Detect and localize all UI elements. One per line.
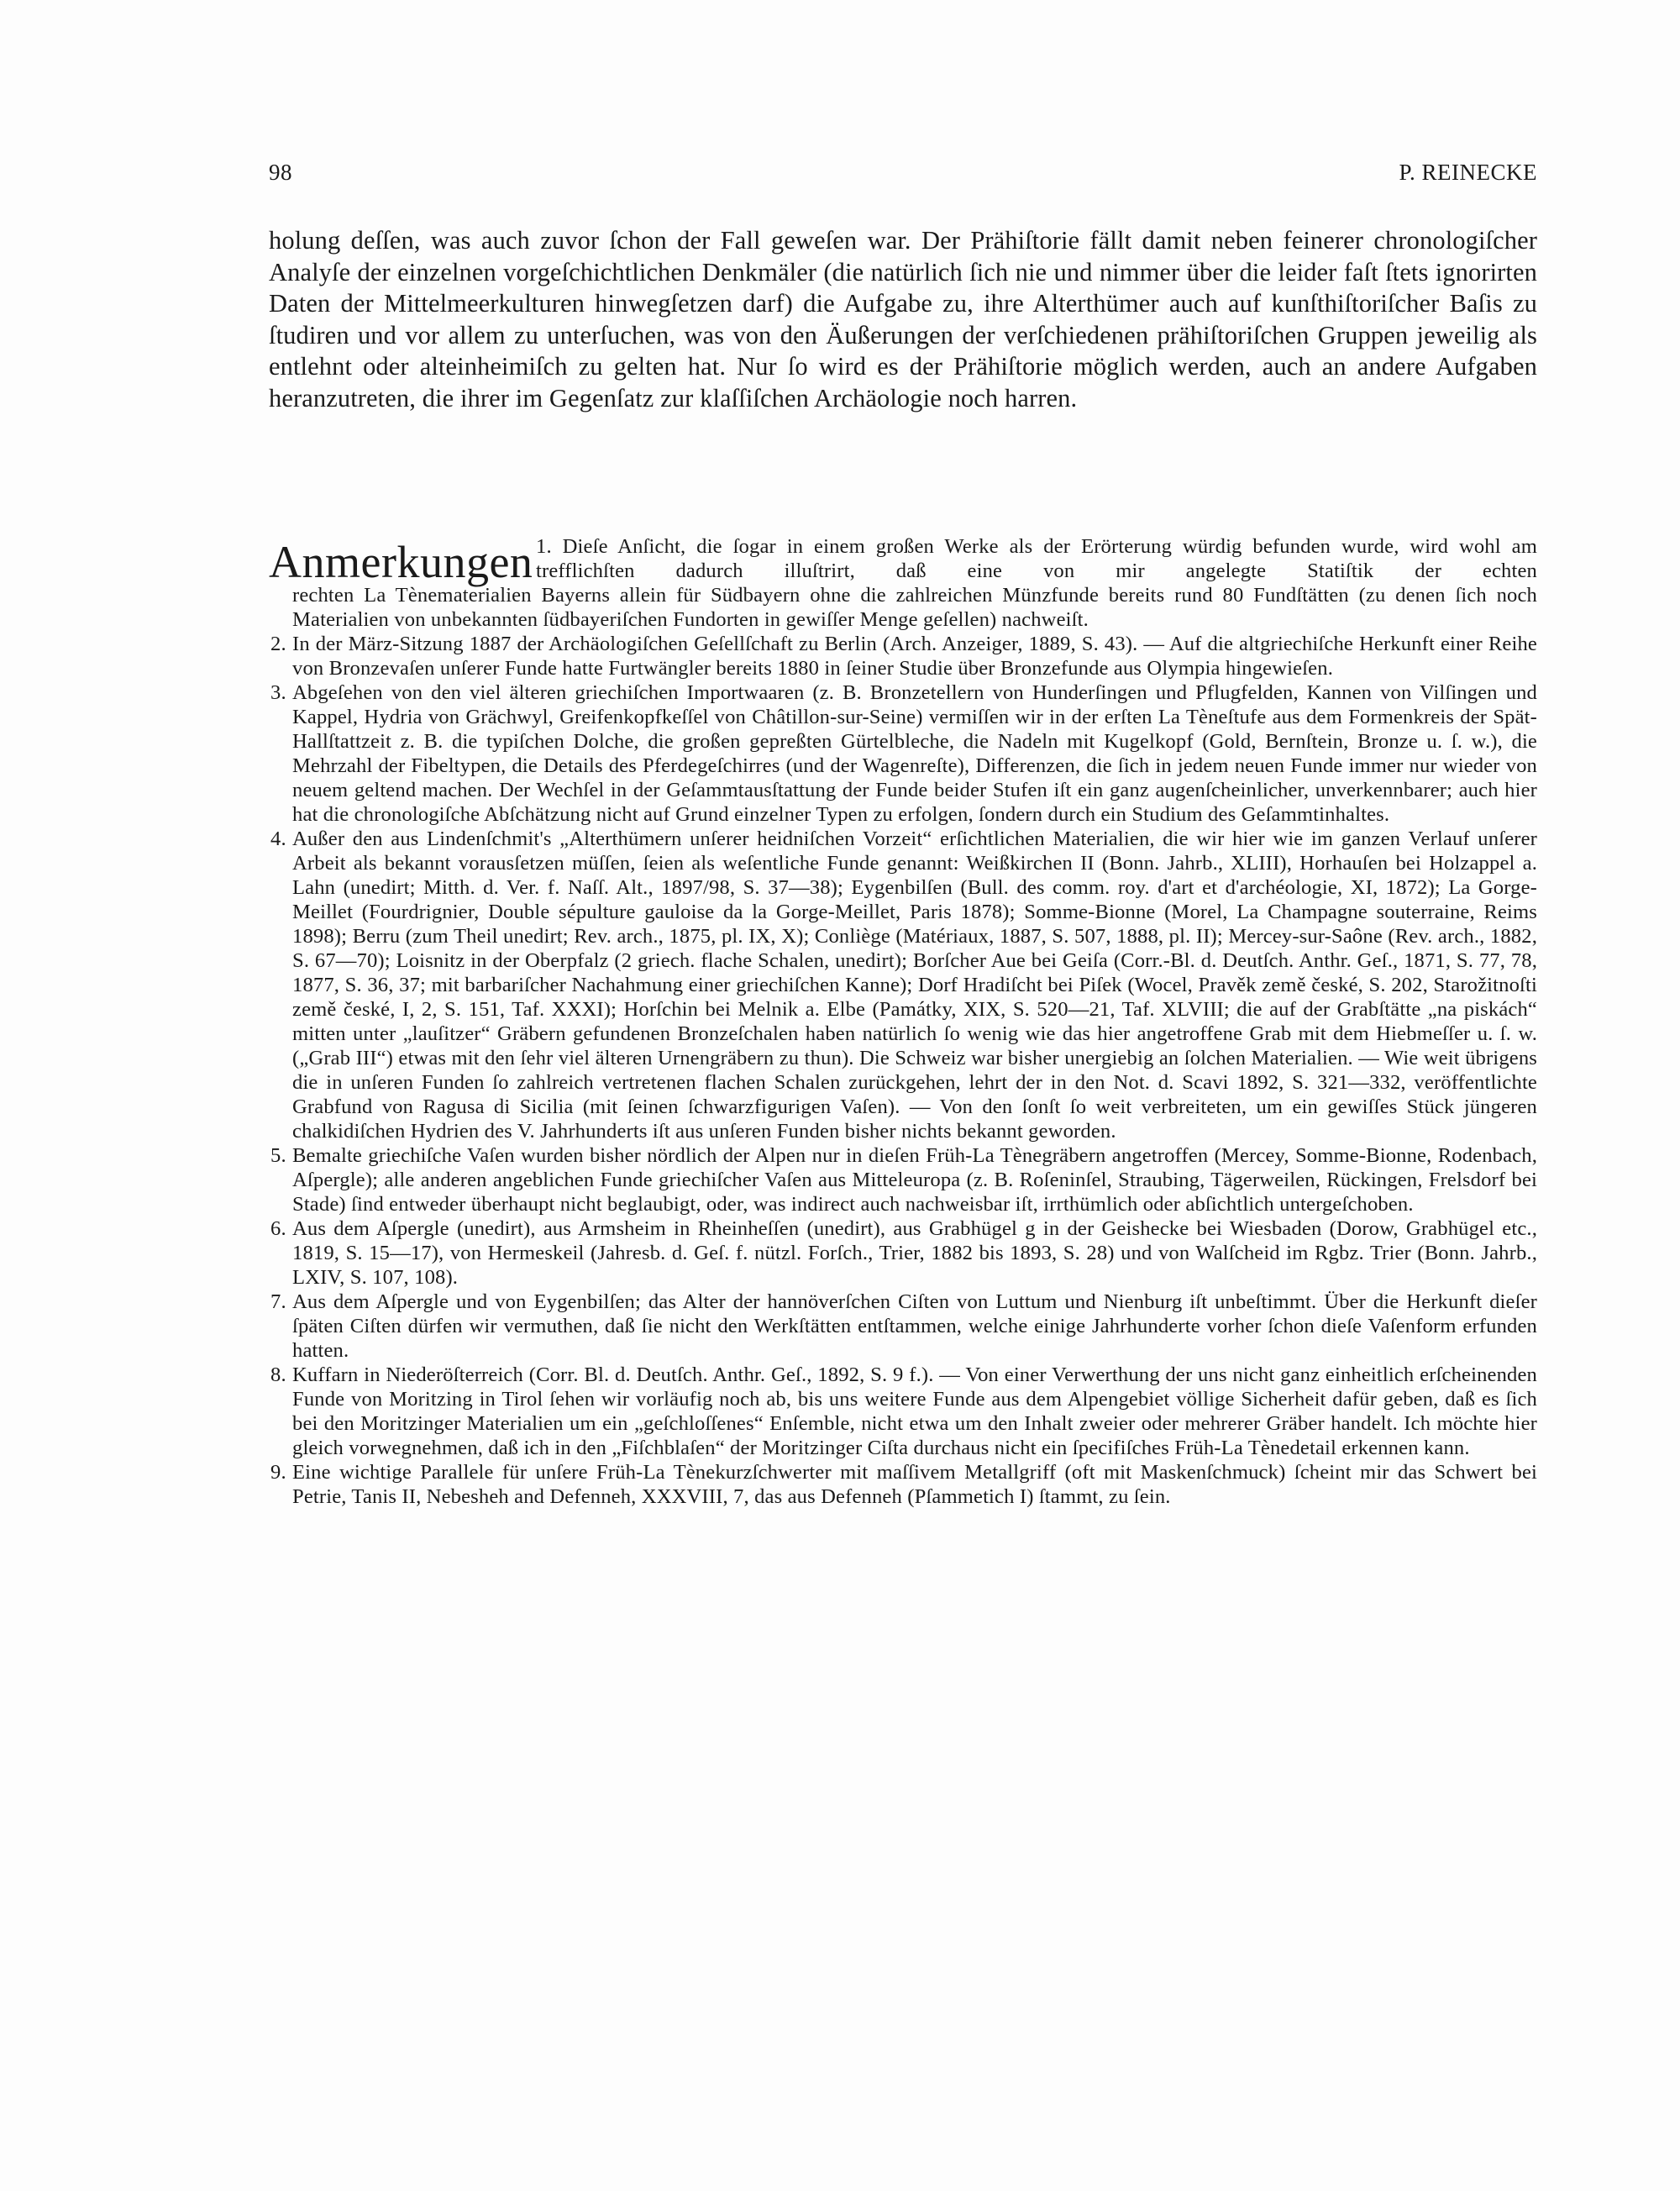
footnote-number: 8. (270, 1363, 286, 1386)
body-paragraph: holung deſſen, was auch zuvor ſchon der Fall geweſen war. Der Prähiſtorie fällt damit neben feinerer chronologiſcher Analyſe der einzelnen vorgeſchichtlichen Denkmäler (die natürlich ſich nie und nimmer über die leider faſt ſtets ignorirten Daten der Mittelmeerkulturen hinwegſetzen darf) die Aufgabe zu, ihre Alterthümer auch auf kunſthiſtoriſcher Baſis zu ſtudiren und vor allem zu unterſuchen, was von den Äußerungen der verſchiedenen prähiſtoriſchen Gruppen jeweilig als entlehnt oder alteinheimiſch zu gelten hat. Nur ſo wird es der Prähiſtorie möglich werden, auch an andere Aufgaben heranzutreten, die ihrer im Gegenſatz zur klaſſiſchen Archäologie noch harren. (269, 226, 1537, 412)
footnote-7 (269, 1290, 1537, 1363)
footnote-text: Aus dem Aſpergle (unedirt), aus Armsheim in Rheinheſſen (unedirt), aus Grabhügel g in der Geishecke bei Wiesbaden (Dorow, Grabhügel etc., 1819, S. 15—17), von Hermeskeil (Jahresb. d. Geſ. f. nützl. Forſch., Trier, 1882 bis 1893, S. 28) und von Walſcheid im Rgbz. Trier (Bonn. Jahrb., LXIV, S. 107, 108). (292, 1217, 1537, 1289)
footnote-text-first: Dieſe Anſicht, die ſogar in einem großen Werke als der Erörterung würdig befunden wurde, wird wohl am trefflichſten dadurch illuſtrirt, daß eine von mir angelegte Statiſtik der echten (536, 535, 1537, 582)
footnote-text: Bemalte griechiſche Vaſen wurden bisher nördlich der Alpen nur in dieſen Früh-La Tènegräbern angetroffen (Mercey, Somme-Bionne, Rodenbach, Aſpergle); alle anderen angeblichen Funde griechiſcher Vaſen aus Mitteleuropa (z. B. Roſeninſel, Straubing, Tägerweilen, Rückingen, Frelsdorf bei Stade) ſind entweder überhaupt nicht beglaubigt, oder, was indirect auch nachweisbar iſt, irrthümlich oder abſichtlich untergeſchoben. (292, 1144, 1537, 1216)
footnote-text: Außer den aus Lindenſchmit's „Alterthümern unſerer heidniſchen Vorzeit“ erſichtlichen Materialien, die wir hier wie im ganzen Verlauf unſerer Arbeit als bekannt vorausſetzen müſſen, ſeien als weſentliche Funde genannt: Weißkirchen II (Bonn. Jahrb., XLIII), Horhauſen bei Holzappel a. Lahn (unedirt; Mitth. d. Ver. f. Naſſ. Alt., 1897/98, S. 37—38); Eygenbilſen (Bull. des comm. roy. d'art et d'archéologie, XI, 1872); La Gorge-Meillet (Fourdrignier, Double sépulture gauloise da la Gorge-Meillet, Paris 1878); Somme-Bionne (Morel, La Champagne souterraine, Reims 1898); Berru (zum Theil unedirt; Rev. arch., 1875, pl. IX, X); Conliège (Matériaux, 1887, S. 507, 1888, pl. II); Mercey-sur-Saône (Rev. arch., 1882, S. 67—70); Loisnitz in der Oberpfalz (2 griech. flache Schalen, unedirt); Borſcher Aue bei Geiſa (Corr.-Bl. d. Deutſch. Anthr. Geſ., 1871, S. 77, 78, 1877, S. 36, 37; mit barbariſcher Nachahmung einer griechiſchen Kanne); Dorf Hradiſcht bei Piſek (Wocel, Pravěk země české, S. 202, Starožitnoſti země české, I, 2, S. 151, Taf. XXXI); Horſchin bei Melnik a. Elbe (Památky, XIX, S. 520—21, Taf. XLVIII; die auf der Grabſtätte „na piskách“ mitten unter „lauſitzer“ Gräbern gefundenen Bronzeſchalen haben natürlich ſo wenig wie das hier angetroffene Grab mit dem Hiebmeſſer u. ſ. w. („Grab III“) etwas mit den ſehr viel älteren Urnengräbern zu thun). Die Schweiz war bisher unergiebig an ſolchen Materialien. — Wie weit übrigens die in unſeren Funden ſo zahlreich vertretenen flachen Schalen zurückgehen, lehrt der in den Not. d. Scavi 1892, S. 321—332, veröffentlichte Grabfund von Ragusa di Sicilia (mit ſeinen ſchwarzfigurigen Vaſen). — Von den ſonſt ſo weit verbreiteten, um ein gewiſſes Stück jüngeren chalkidiſchen Hydrien des V. Jahrhunderts iſt aus unſeren Funden bisher nichts bekannt geworden. (292, 828, 1537, 1143)
footnote-text: Kuffarn in Niederöſterreich (Corr. Bl. d. Deutſch. Anthr. Geſ., 1892, S. 9 f.). — Von einer Verwerthung der uns nicht ganz einheitlich erſcheinenden Funde von Moritzing in Tirol ſehen wir vorläufig noch ab, bis uns weitere Funde aus dem Alpengebiet völlige Sicherheit dafür geben, daß es ſich bei den Moritzinger Materialien um ein „geſchloſſenes“ Enſemble, nicht etwa um den Inhalt zweier oder mehrerer Gräber handelt. Ich möchte hier gleich vorwegnehmen, daß ich in den „Fiſchblaſen“ der Moritzinger Ciſta durchaus nicht ein ſpecifiſches Früh-La Tènedetail erkennen kann. (292, 1363, 1537, 1459)
footnote-text-rest: rechten La Tènematerialien Bayerns allein für Südbayern ohne die zahlreichen Münzfunde bereits rund 80 Fundſtätten (zu denen ſich noch Materialien von unbekannten ſüdbayeriſchen Fundorten in gewiſſer Menge geſellen) nachweiſt. (292, 584, 1537, 631)
footnote-number: 1. (536, 535, 552, 558)
footnote-3 (269, 680, 1537, 827)
footnote-4 (269, 827, 1537, 1143)
page-number: 98 (269, 160, 292, 185)
footnote-9 (269, 1460, 1537, 1509)
footnotes-title: Anmerkungen (269, 537, 533, 587)
footnote-8 (269, 1363, 1537, 1460)
footnote-number: 2. (270, 633, 286, 655)
footnote-2 (269, 632, 1537, 680)
footnote-text: Eine wichtige Parallele für unſere Früh-La Tènekurzſchwerter mit maſſivem Metallgriff (oft mit Maskenſchmuck) ſcheint mir das Schwert bei Petrie, Tanis II, Nebesheh and Defenneh, XXXVIII, 7, das aus Defenneh (Pſammetich I) ſtammt, zu ſein. (292, 1461, 1537, 1508)
footnote-5 (269, 1143, 1537, 1216)
footnote-number: 4. (270, 828, 286, 850)
footnote-number: 7. (270, 1290, 286, 1313)
footnotes-section (269, 534, 1537, 1509)
footnote-text: In der März-Sitzung 1887 der Archäologiſchen Geſellſchaft zu Berlin (Arch. Anzeiger, 1889, S. 43). — Auf die altgriechiſche Herkunft einer Reihe von Bronzevaſen unſerer Funde hatte Furtwängler bereits 1880 in ſeiner Studie über Bronzefunde aus Olympia hingewieſen. (292, 633, 1537, 680)
footnote-number: 6. (270, 1217, 286, 1240)
footnote-1 (269, 534, 1537, 632)
footnote-6 (269, 1216, 1537, 1290)
running-head-author: P. REINECKE (1399, 160, 1537, 185)
footnote-text: Abgeſehen von den viel älteren griechiſchen Importwaaren (z. B. Bronzetellern von Hunderſingen und Pflugfelden, Kannen von Vilſingen und Kappel, Hydria von Grächwyl, Greifenkopfkeſſel von Châtillon-sur-Seine) vermiſſen wir in der erſten La Tèneſtufe aus dem Formenkreis der Spät-Hallſtattzeit z. B. die typiſchen Dolche, die großen gepreßten Gürtelbleche, die Nadeln mit Kugelkopf (Gold, Bernſtein, Bronze u. ſ. w.), die Mehrzahl der Fibeltypen, die Details des Pferdegeſchirres (und der Wagenreſte), Differenzen, die ſich in jedem neuen Funde immer nur wieder von neuem geltend machen. Der Wechſel in der Geſammtausſtattung der Funde beider Stufen iſt ein ganz augenſcheinlicher, unverkennbarer; auch hier hat die chronologiſche Abſchätzung nicht auf Grund einzelner Typen zu erfolgen, ſondern durch ein Studium des Geſammtinhaltes. (292, 681, 1537, 826)
footnote-number: 5. (270, 1144, 286, 1167)
footnote-text: Aus dem Aſpergle und von Eygenbilſen; das Alter der hannöverſchen Ciſten von Luttum und Nienburg iſt unbeſtimmt. Über die Herkunft dieſer ſpäten Ciſten dürfen wir vermuthen, daß ſie nicht den Werkſtätten entſtammen, welche einige Jahrhunderte vorher ſchon dieſe Vaſenform erfunden hatten. (292, 1290, 1537, 1362)
footnote-number: 3. (270, 681, 286, 704)
footnote-number: 9. (270, 1461, 286, 1484)
running-header (269, 160, 1537, 193)
